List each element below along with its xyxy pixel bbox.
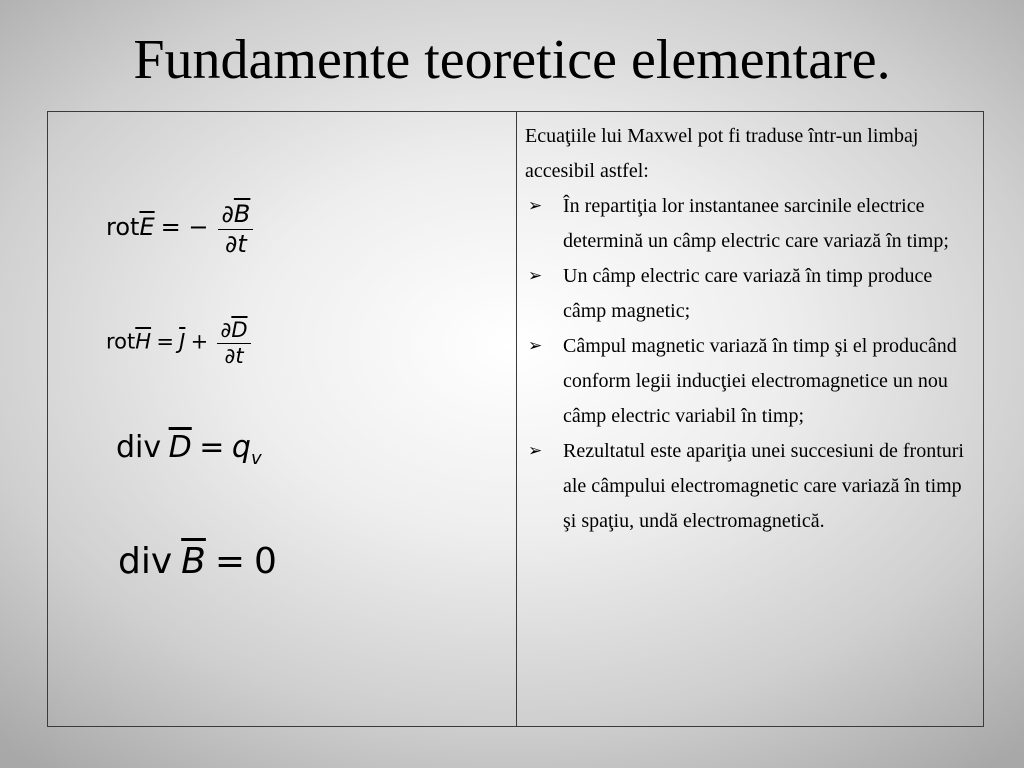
intro-text: Ecuaţiile lui Maxwel pot fi traduse într-un limbaj accesibil astfel: [525, 125, 919, 182]
arrowhead-bullet-icon: ➢ [528, 196, 543, 216]
list-item: ➢ Rezultatul este apariţia unei succesiuni de fronturi ale câmpului electromagnetic care variază în timp şi spaţiu, undă electromagnetică. [525, 434, 973, 539]
fraction-db-dt: $\frac{\partial\overline{B}}{\partial t}$ [218, 200, 253, 259]
fraction-dd-dt: $\frac{\partial\overline{D}}{\partial t}$ [217, 318, 250, 369]
bullet-list [525, 189, 973, 539]
equations-cell [48, 112, 517, 726]
equation-rot-e: $rot\overline{E}$ = − $\frac{\partial\overline{B}}{\partial t}$ [106, 200, 253, 259]
arrowhead-bullet-icon: ➢ [528, 336, 543, 356]
slide-title: Fundamente teoretice elementare. [133, 29, 891, 91]
arrowhead-bullet-icon: ➢ [528, 441, 543, 461]
equation-rot-h: $rot\overline{H} = \overline{J}$ + $\frac{\partial\overline{D}}{\partial t}$ [106, 318, 251, 369]
equation-div-b: div $\overline{B} = 0$ [118, 541, 277, 582]
equation-div-d: div $\overline{D} = q_v$ [116, 430, 262, 469]
content-table [47, 111, 984, 727]
list-item: ➢ Un câmp electric care variază în timp produce câmp magnetic; [525, 259, 973, 329]
description-cell [517, 112, 983, 726]
arrowhead-bullet-icon: ➢ [528, 266, 543, 286]
list-item: ➢ În repartiţia lor instantanee sarcinile electrice determină un câmp electric care variază în timp; [525, 189, 973, 259]
list-item: ➢ Câmpul magnetic variază în timp şi el producând conform legii inducţiei electromagnetice un nou câmp electric variabil în timp; [525, 329, 973, 434]
